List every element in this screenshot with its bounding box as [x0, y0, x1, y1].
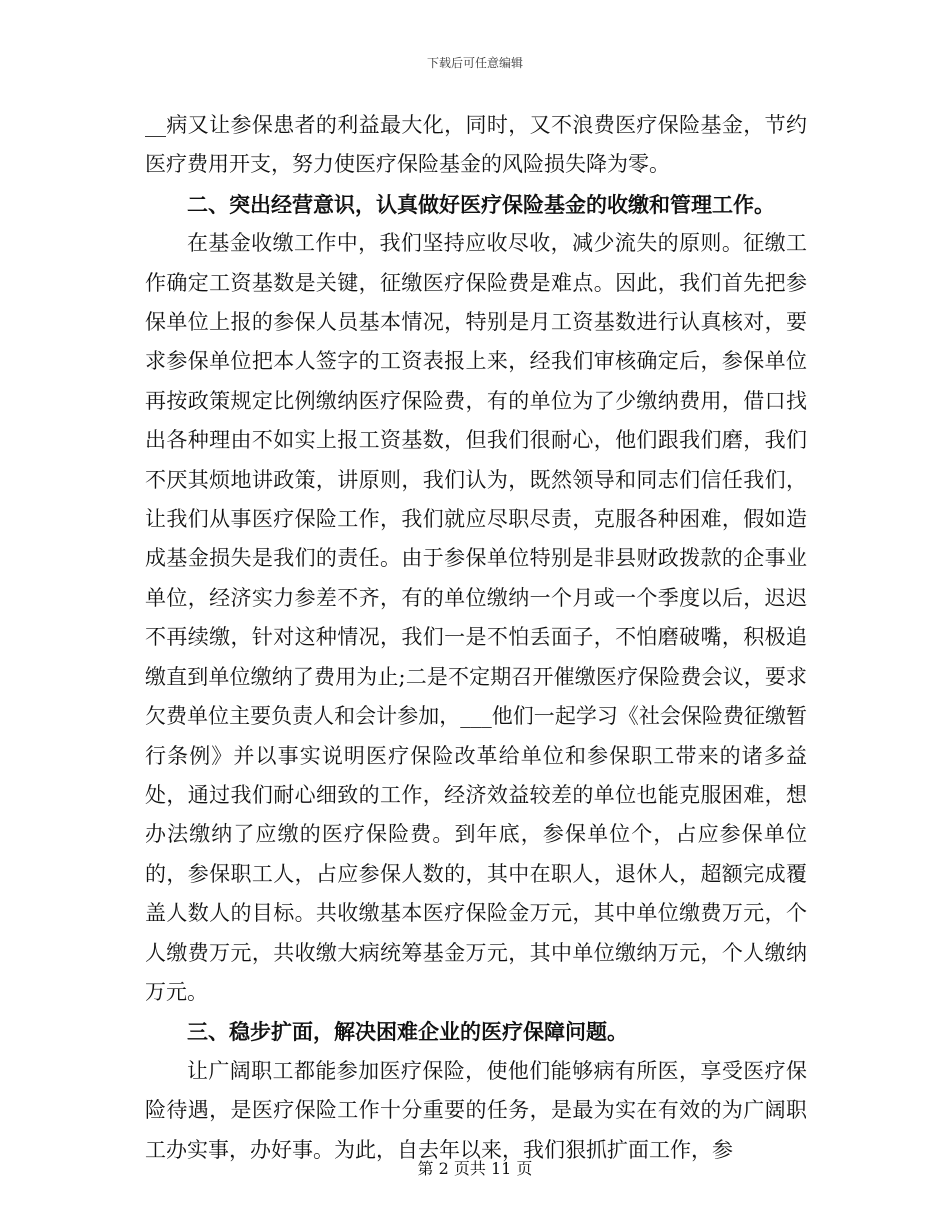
section-heading-2: 二、突出经营意识，认真做好医疗保险基金的收缴和管理工作。 [187, 191, 775, 217]
document-body [145, 106, 807, 1170]
header-note: 下载后可任意编辑 [426, 56, 523, 70]
paragraph-continuation: __病又让参保患者的利益最大化，同时，又不浪费医疗保险基金，节约医疗费用开支，努力使医疗保险基金的风险损失降为零。 [145, 113, 807, 177]
paragraph-fund-collection: 在基金收缴工作中，我们坚持应收尽收，减少流失的原则。征缴工作确定工资基数是关键，征缴医疗保险费是难点。因此，我们首先把参保单位上报的参保人员基本情况，特别是月工资基数进行认真核对，要求参保单位把本人签字的工资表报上来，经我们审核确定后，参保单位再按政策规定比例缴纳医疗保险费，有的单位为了少缴纳费用，借口找出各种理由不如实上报工资基数，但我们很耐心，他们跟我们磨，我们不厌其烦地讲政策，讲原则，我们认为，既然领导和同志们信任我们，让我们从事医疗保险工作，我们就应尽职尽责，克服各种困难，假如造成基金损失是我们的责任。由于参保单位特别是非县财政拨款的企事业单位，经济实力参差不齐，有的单位缴纳一个月或一个季度以后，迟迟不再续缴，针对这种情况，我们一是不怕丢面子，不怕磨破嘴，积极追缴直到单位缴纳了费用为止;二是不定期召开催缴医疗保险费会议，要求欠费单位主要负责人和会计参加，___他们一起学习《社会保险费征缴暂行条例》并以事实说明医疗保险改革给单位和参保职工带来的诸多益处，通过我们耐心细致的工作，经济效益较差的单位也能克服困难，想办法缴纳了应缴的医疗保险费。到年底，参保单位个，占应参保单位的，参保职工人，占应参保人数的，其中在职人，退休人，超额完成覆盖人数人的目标。共收缴基本医疗保险金万元，其中单位缴费万元，个人缴费万元，共收缴大病统筹基金万元，其中单位缴纳万元，个人缴纳万元。 [145, 231, 807, 1004]
paragraph-expansion: 让广阔职工都能参加医疗保险，使他们能够病有所医，享受医疗保险待遇，是医疗保险工作十分重要的任务，是最为实在有效的为广阔职工办实事，办好事。为此，自去年以来，我们狠抓扩面工作，参 [145, 1058, 807, 1162]
page-number: 第 2 页共 11 页 [417, 1159, 533, 1178]
section-heading-3: 三、稳步扩面，解决困难企业的医疗保障问题。 [187, 1019, 628, 1045]
